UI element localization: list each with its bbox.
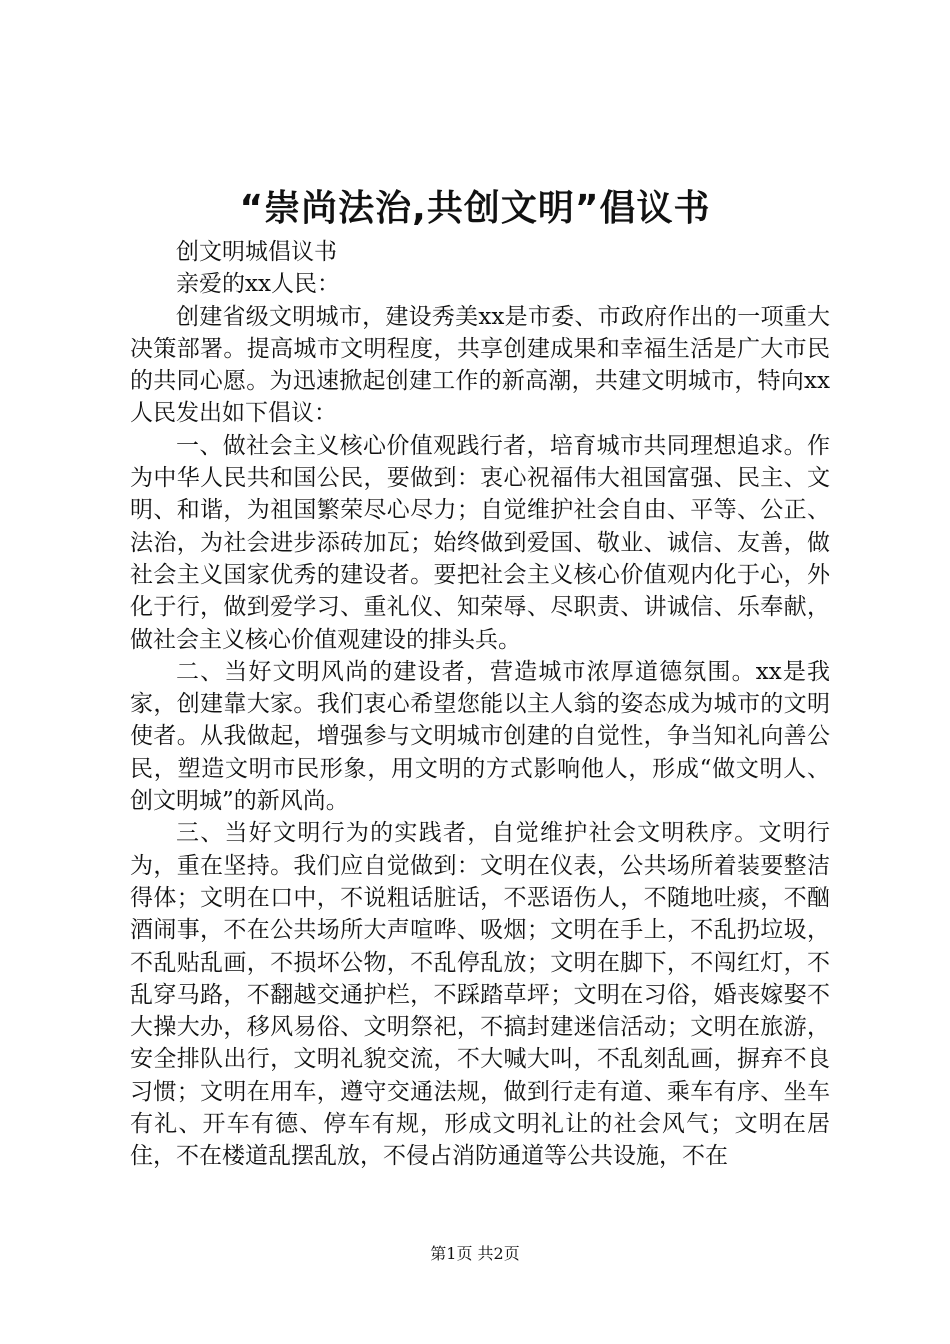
paragraph-salutation: 亲爱的xx人民： [176, 271, 340, 298]
paragraph-item-1: 一、做社会主义核心价值观践行者，培育城市共同理想追求。作为中华人民共和国公民，要做到：衷心祝福伟大祖国富强、民主、文明、和谐，为祖国繁荣尽心尽力；自觉维护社会自由、平等、公正、法治，为社会进步添砖加瓦；始终做到爱国、敬业、诚信、友善，做社会主义国家优秀的建设者。要把社会主义核心价值观内化于心，外化于行，做到爱学习、重礼仪、知荣辱、尽职责、讲诚信、乐奉献，做社会主义核心价值观建设的排头兵。 [130, 432, 830, 653]
paragraph-item-3: 三、当好文明行为的实践者，自觉维护社会文明秩序。文明行为，重在坚持。我们应自觉做到：文明在仪表，公共场所着装要整洁得体；文明在口中，不说粗话脏话，不恶语伤人，不随地吐痰，不酗酒闹事，不在公共场所大声喧哗、吸烟；文明在手上，不乱扔垃圾，不乱贴乱画，不损坏公物，不乱停乱放；文明在脚下，不闯红灯，不乱穿马路，不翻越交通护栏，不踩踏草坪；文明在习俗，婚丧嫁娶不大操大办，移风易俗、文明祭祀，不搞封建迷信活动；文明在旅游，安全排队出行，文明礼貌交流，不大喊大叫，不乱刻乱画，摒弃不良习惯；文明在用车，遵守交通法规，做到行走有道、乘车有序、坐车有礼、开车有德、停车有规，形成文明礼让的社会风气；文明在居住，不在楼道乱摆乱放，不侵占消防通道等公共设施，不在 [130, 820, 830, 1170]
paragraph-intro: 创建省级文明城市，建设秀美xx是市委、市政府作出的一项重大决策部署。提高城市文明程度，共享创建成果和幸福生活是广大市民的共同心愿。为迅速掀起创建工作的新高潮，共建文明城市，特向xx人民发出如下倡议： [130, 303, 830, 427]
document-body [130, 236, 830, 1173]
paragraph-heading: 创文明城倡议书 [176, 239, 337, 265]
page-footer: 第1页 共2页 [430, 1244, 520, 1263]
document-title: “崇尚法治,共创文明”倡议书 [239, 188, 711, 229]
paragraph-item-2: 二、当好文明风尚的建设者，营造城市浓厚道德氛围。xx是我家，创建靠大家。我们衷心希望您能以主人翁的姿态成为城市的文明使者。从我做起，增强参与文明城市创建的自觉性，争当知礼向善公民，塑造文明市民形象，用文明的方式影响他人，形成“做文明人、创文明城”的新风尚。 [130, 658, 830, 815]
